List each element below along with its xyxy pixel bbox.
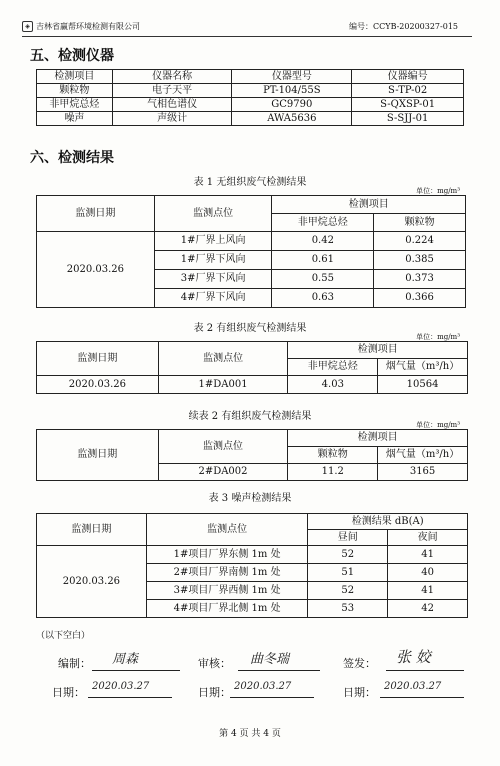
header-cell: 监测日期: [37, 514, 147, 546]
date-cell: 2020.03.26: [37, 546, 147, 618]
page-footer: 第 4 页 共 4 页: [219, 729, 281, 739]
table-row: [37, 376, 468, 394]
table-cell: 1#厂界下风向: [154, 251, 272, 270]
header-cell: 检测项目: [288, 342, 468, 359]
table2-unit: 单位：mg/m³: [416, 333, 460, 341]
header-cell: 颗粒物: [374, 214, 466, 232]
header-cell: 烟气量（m³/h）: [378, 359, 468, 376]
header-cell: 监测点位: [146, 514, 308, 546]
header-cell: 监测日期: [37, 430, 159, 481]
instruments-table: [36, 69, 464, 126]
table-cell: 10564: [378, 376, 468, 394]
table2-continued-unit: 单位：mg/m³: [416, 421, 460, 429]
table-cell: 53: [308, 600, 388, 618]
date-label-1: 日期：: [52, 686, 85, 699]
date-line-2: [230, 697, 314, 698]
header-cell: 检测项目: [288, 430, 468, 447]
reviewer-signature: 曲冬瑞: [250, 652, 290, 667]
table-cell: 52: [308, 582, 388, 600]
table1-caption: 表 1 无组织废气检测结果: [193, 177, 307, 188]
table-row: [37, 112, 464, 126]
table-cell: 1#DA001: [158, 376, 288, 394]
table-row: [37, 98, 464, 112]
company-name: 吉林省赢帮环境检测有限公司: [36, 22, 140, 31]
issuer-signature-line: [386, 670, 464, 671]
table-cell: 52: [308, 546, 388, 564]
issuer-label: 签发：: [343, 657, 376, 670]
table-cell: 1#项目厂界东侧 1m 处: [146, 546, 308, 564]
date-value-3: 2020.03.27: [384, 681, 442, 692]
table3-noise: [36, 513, 468, 618]
editor-signature-line: [92, 670, 180, 671]
table-cell: 3165: [378, 464, 468, 481]
reviewer-label: 审核：: [198, 657, 231, 670]
table-cell: AWA5636: [232, 112, 352, 126]
table-cell: 40: [388, 564, 468, 582]
header-cell: 监测点位: [158, 430, 288, 464]
header-cell: 夜间: [388, 530, 468, 546]
table-cell: 0.366: [374, 289, 466, 308]
table-cell: 0.63: [272, 289, 374, 308]
table-cell: 0.42: [272, 232, 374, 251]
table-cell: 41: [388, 546, 468, 564]
table2-continued-caption: 续表 2 有组织废气检测结果: [188, 411, 312, 422]
header-cell: 昼间: [308, 530, 388, 546]
table-cell: 2020.03.26: [37, 376, 159, 394]
table1-unorganized-gas: [36, 195, 466, 308]
table-cell: 4.03: [288, 376, 378, 394]
table-cell: S-SJJ-01: [352, 112, 464, 126]
table2-caption: 表 2 有组织废气检测结果: [193, 323, 307, 334]
table-cell: 51: [308, 564, 388, 582]
table-cell: 非甲烷总烃: [37, 98, 113, 112]
table-row: [37, 84, 464, 98]
table-cell: 0.385: [374, 251, 466, 270]
date-line-3: [380, 697, 464, 698]
date-value-2: 2020.03.27: [234, 681, 292, 692]
company-header: [22, 21, 140, 32]
header-cell: 监测点位: [154, 196, 272, 232]
table2-continued: [36, 429, 468, 481]
header-cell: 非甲烷总烃: [272, 214, 374, 232]
table-cell: 1#厂界上风向: [154, 232, 272, 251]
header-cell: 检测项目: [37, 70, 113, 84]
header-cell: 颗粒物: [288, 447, 378, 464]
table-cell: S-QXSP-01: [352, 98, 464, 112]
table-cell: 4#厂界下风向: [154, 289, 272, 308]
date-value-1: 2020.03.27: [92, 681, 150, 692]
blank-note: （以下空白）: [36, 631, 91, 641]
issuer-signature: 张 姣: [396, 648, 431, 666]
company-logo-icon: ◈: [22, 21, 33, 32]
header-cell: 检测项目: [272, 196, 466, 214]
header-cell: 监测点位: [158, 342, 288, 376]
table-row: [37, 232, 466, 251]
table-cell: 42: [388, 600, 468, 618]
reviewer-signature-line: [238, 670, 320, 671]
table-row: [37, 546, 468, 564]
table-cell: 41: [388, 582, 468, 600]
table-cell: 0.61: [272, 251, 374, 270]
table-cell: 3#项目厂界西侧 1m 处: [146, 582, 308, 600]
table-header-row: [37, 70, 464, 84]
date-cell: 2020.03.26: [37, 232, 155, 308]
table1-unit: 单位：mg/m³: [416, 187, 460, 195]
header-cell: 监测日期: [37, 342, 159, 376]
header-cell: 仪器名称: [112, 70, 232, 84]
section-title-instruments: 五、检测仪器: [30, 48, 114, 64]
document-number: 编号：CCYB-20200327-015: [349, 22, 458, 31]
table-cell: 电子天平: [112, 84, 232, 98]
table-cell: 声级计: [112, 112, 232, 126]
header-cell: 烟气量（m³/h）: [378, 447, 468, 464]
editor-label: 编制：: [58, 657, 91, 670]
table-cell: 11.2: [288, 464, 378, 481]
header-cell: 仪器型号: [232, 70, 352, 84]
table-cell: 气相色谱仪: [112, 98, 232, 112]
table-cell: 2#DA002: [158, 464, 288, 481]
table-cell: 4#项目厂界北侧 1m 处: [146, 600, 308, 618]
header-cell: 监测日期: [37, 196, 155, 232]
table3-caption: 表 3 噪声检测结果: [208, 493, 292, 504]
table-cell: 2#项目厂界南侧 1m 处: [146, 564, 308, 582]
section-title-results: 六、检测结果: [30, 150, 114, 166]
table-cell: GC9790: [232, 98, 352, 112]
table-cell: S-TP-02: [352, 84, 464, 98]
header-cell: 仪器编号: [352, 70, 464, 84]
table-cell: 颗粒物: [37, 84, 113, 98]
header-cell: 非甲烷总烃: [288, 359, 378, 376]
table-cell: 0.373: [374, 270, 466, 289]
table-cell: 噪声: [37, 112, 113, 126]
date-label-3: 日期：: [343, 686, 376, 699]
editor-signature: 周森: [112, 652, 139, 667]
table2-organized-gas: [36, 341, 468, 394]
table-cell: 3#厂界下风向: [154, 270, 272, 289]
table-cell: 0.55: [272, 270, 374, 289]
date-label-2: 日期：: [198, 686, 231, 699]
table-cell: 0.224: [374, 232, 466, 251]
table-cell: PT-104/55S: [232, 84, 352, 98]
date-line-1: [88, 697, 172, 698]
header-divider: [22, 36, 472, 37]
header-cell: 检测结果 dB(A): [308, 514, 468, 530]
